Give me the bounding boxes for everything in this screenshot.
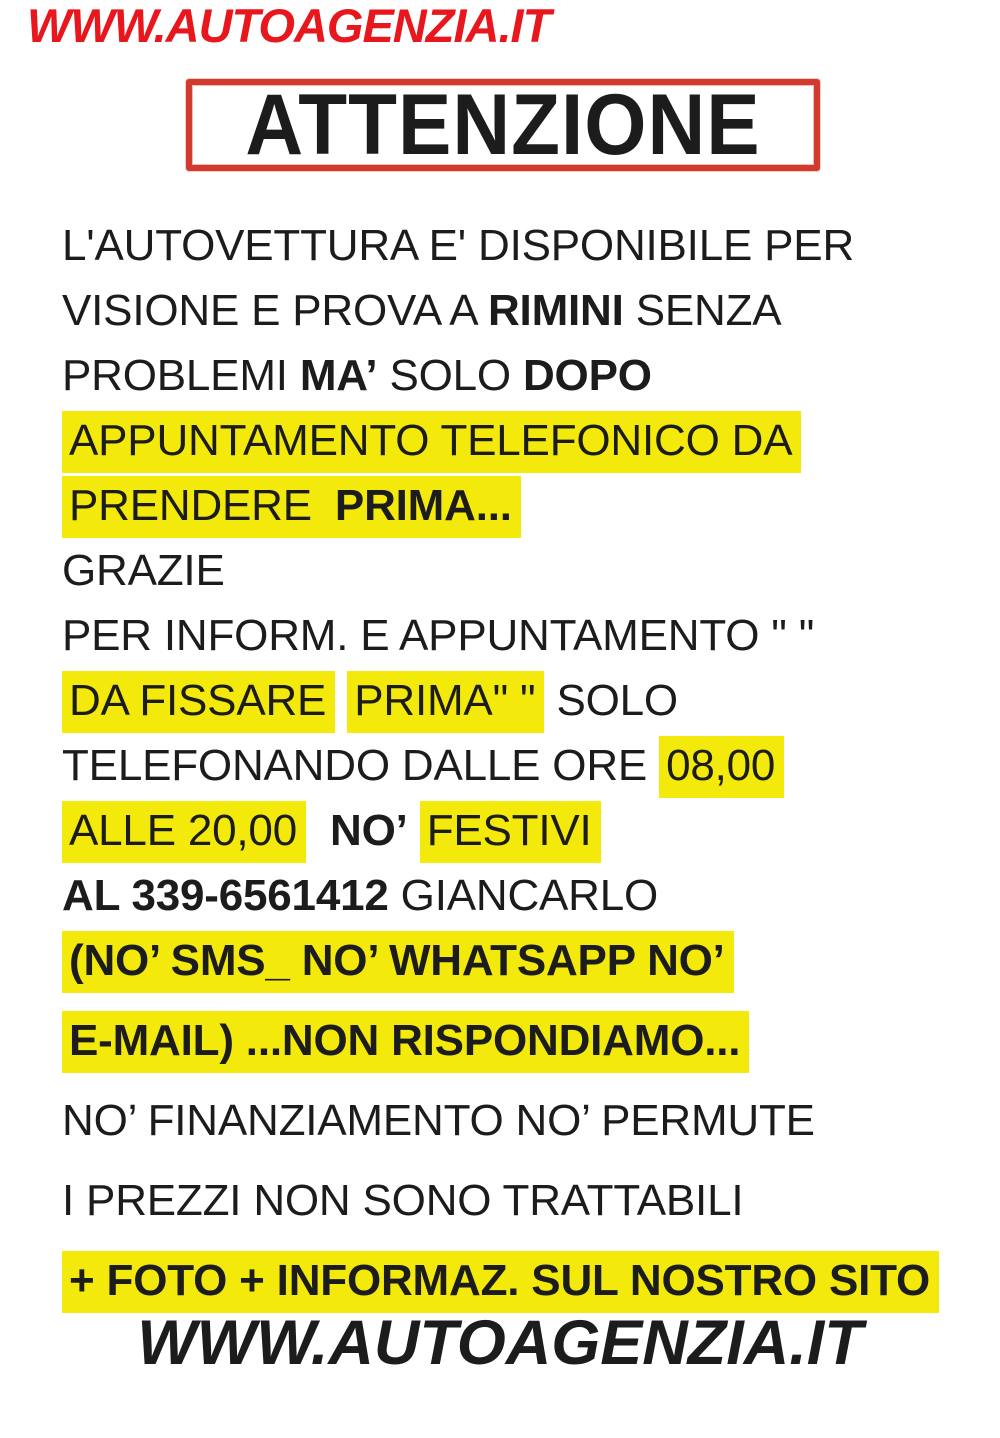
text-segment: GIANCARLO bbox=[388, 871, 659, 920]
text-line bbox=[62, 1008, 982, 1073]
attention-box bbox=[186, 76, 820, 173]
text-segment: AL 339-6561412 bbox=[62, 871, 389, 920]
text-line bbox=[62, 538, 982, 603]
text-line bbox=[62, 213, 982, 278]
footer-website-url: WWW.AUTOAGENZIA.IT bbox=[137, 1308, 863, 1378]
text-segment: PER INFORM. E APPUNTAMENTO " " bbox=[62, 611, 815, 660]
text-segment: I PREZZI NON SONO TRATTABILI bbox=[62, 1176, 744, 1225]
text-line bbox=[62, 473, 982, 538]
text-segment: L'AUTOVETTURA E' DISPONIBILE PER bbox=[62, 221, 855, 270]
text-segment: TELEFONANDO DALLE ORE bbox=[62, 741, 660, 790]
text-segment bbox=[335, 676, 347, 725]
text-segment: VISIONE E PROVA A bbox=[62, 286, 488, 335]
highlighted-text: PRIMA" " bbox=[347, 671, 544, 733]
highlighted-text: + FOTO + INFORMAZ. SUL NOSTRO SITO bbox=[62, 1251, 939, 1313]
text-line bbox=[62, 603, 982, 668]
highlighted-text: 08,00 bbox=[659, 736, 784, 798]
text-segment: MA’ bbox=[299, 351, 378, 400]
text-line bbox=[62, 1168, 982, 1233]
highlighted-text: (NO’ SMS_ NO’ WHATSAPP NO’ bbox=[62, 931, 734, 993]
header-website-url: WWW.AUTOAGENZIA.IT bbox=[27, 0, 551, 52]
text-line bbox=[62, 1248, 982, 1313]
text-segment: SENZA bbox=[623, 286, 782, 335]
text-line bbox=[62, 1088, 982, 1153]
text-line bbox=[62, 668, 982, 733]
notice-body bbox=[62, 213, 982, 1313]
text-line bbox=[62, 408, 982, 473]
text-line bbox=[62, 278, 982, 343]
text-segment: PROBLEMI bbox=[62, 351, 300, 400]
highlighted-text: APPUNTAMENTO TELEFONICO DA bbox=[62, 411, 801, 473]
text-line bbox=[62, 928, 982, 993]
highlighted-text: FESTIVI bbox=[420, 801, 601, 863]
text-segment: DOPO bbox=[522, 351, 652, 400]
text-line bbox=[62, 343, 982, 408]
text-segment: SOLO bbox=[544, 676, 678, 725]
text-segment: NO’ FINANZIAMENTO NO’ PERMUTE bbox=[62, 1096, 815, 1145]
highlighted-text: PRENDERE bbox=[62, 476, 333, 538]
text-segment bbox=[306, 806, 330, 855]
highlighted-text: PRIMA... bbox=[333, 476, 521, 538]
text-segment: NO’ bbox=[330, 806, 408, 855]
highlighted-text: DA FISSARE bbox=[62, 671, 335, 733]
text-segment: RIMINI bbox=[487, 286, 624, 335]
text-line bbox=[62, 863, 982, 928]
text-segment bbox=[408, 806, 420, 855]
attention-title: ATTENZIONE bbox=[245, 76, 761, 173]
text-segment: SOLO bbox=[377, 351, 523, 400]
highlighted-text: ALLE 20,00 bbox=[62, 801, 306, 863]
text-line bbox=[62, 733, 982, 798]
text-segment: GRAZIE bbox=[62, 546, 225, 595]
text-line bbox=[62, 798, 982, 863]
highlighted-text: E-MAIL) ...NON RISPONDIAMO... bbox=[62, 1011, 749, 1073]
